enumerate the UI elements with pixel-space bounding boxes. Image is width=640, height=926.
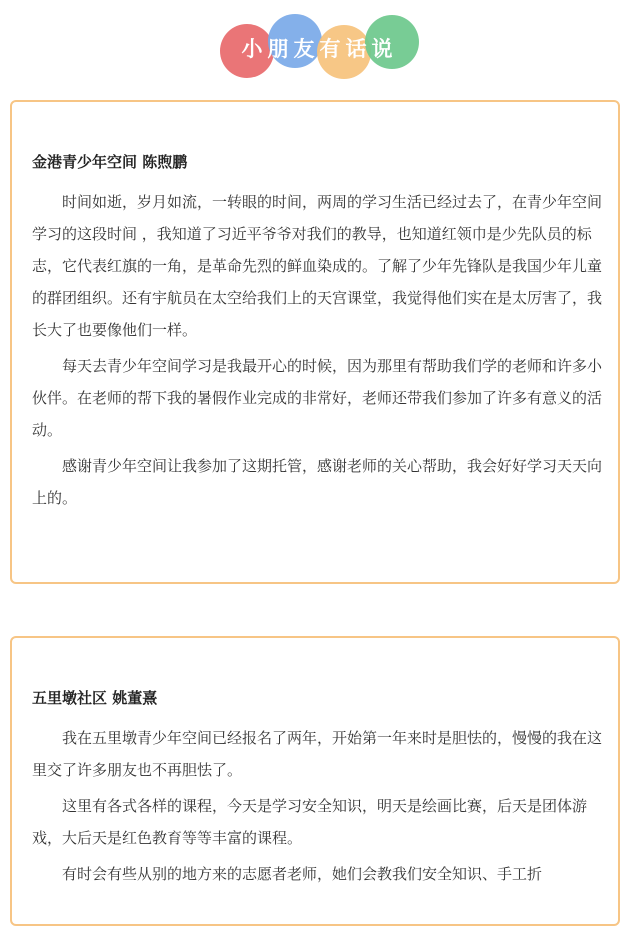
card-paragraph: 这里有各式各样的课程，今天是学习安全知识，明天是绘画比赛，后天是团体游戏，大后天是红色教育等等丰富的课程。 [32, 797, 588, 847]
section-title: 小朋友有话说 [241, 37, 398, 61]
card-author: 五里墩社区 姚董熹 [32, 689, 158, 707]
card-author: 金港青少年空间 陈煦鹏 [32, 153, 188, 171]
section-header [0, 0, 640, 90]
card-paragraph: 感谢青少年空间让我参加了这期托管，感谢老师的关心帮助，我会好好学习天天向上的。 [32, 457, 603, 507]
card-paragraph: 有时会有些从别的地方来的志愿者老师，她们会教我们安全知识、手工折 [62, 865, 543, 883]
card-paragraph: 时间如逝，岁月如流，一转眼的时间，两周的学习生活已经过去了，在青少年空间学习的这段时间 ，我知道了习近平爷爷对我们的教导，也知道红领巾是少先队员的标志，它代表红旗的一角，是革命先烈的鲜血染成的。了解了少年先锋队是我国少年儿童的群团组织。还有宇航员在太空给我们上的天宫课堂，我觉得他们实在是太厉害了，我长大了也要像他们一样。 [32, 193, 603, 339]
card-paragraph: 我在五里墩青少年空间已经报名了两年，开始第一年来时是胆怯的，慢慢的我在这里交了许多朋友也不再胆怯了。 [32, 729, 603, 779]
testimonial-card [10, 636, 620, 926]
testimonial-card [10, 100, 620, 584]
card-paragraph: 每天去青少年空间学习是我最开心的时候，因为那里有帮助我们学的老师和许多小伙伴。在老师的帮下我的暑假作业完成的非常好，老师还带我们参加了许多有意义的活动。 [32, 357, 603, 439]
